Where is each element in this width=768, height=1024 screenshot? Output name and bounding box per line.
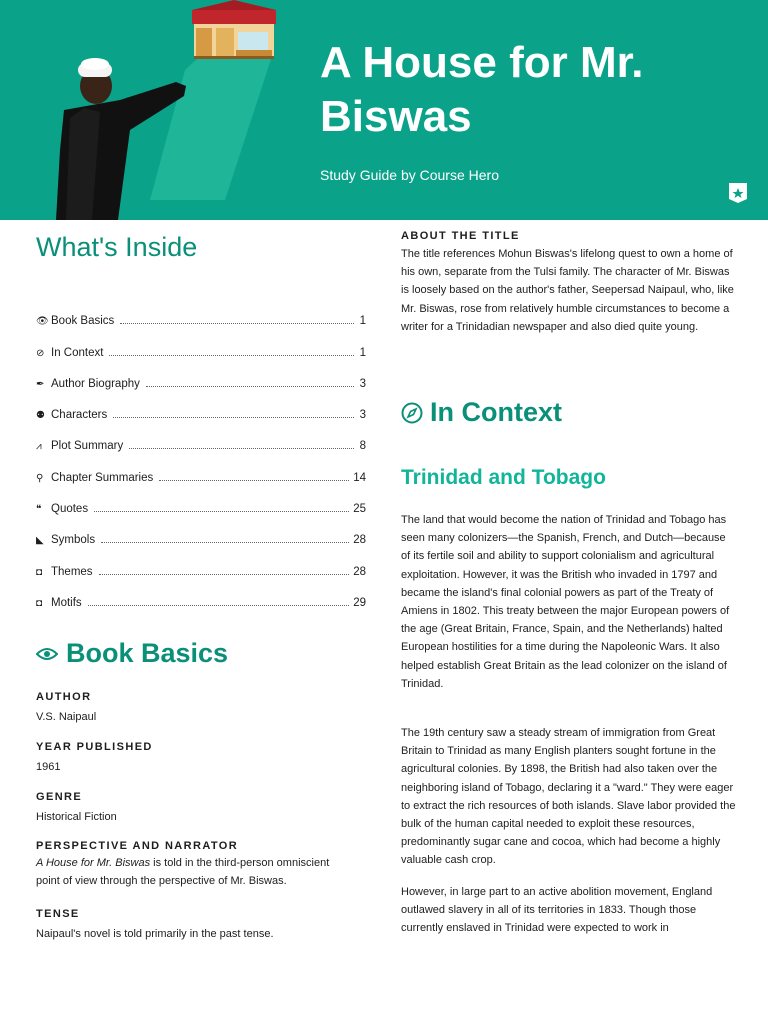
toc-leader-dots (99, 574, 350, 575)
perspective-label: PERSPECTIVE AND NARRATOR (36, 840, 239, 852)
compass-icon: ⊘ (36, 347, 45, 359)
toc-leader-dots (88, 605, 350, 606)
toc-item-page: 14 (353, 471, 366, 484)
toc-item-label: Quotes (51, 503, 89, 516)
toc-leader-dots (120, 323, 354, 324)
toc-item-characters[interactable] (36, 390, 366, 421)
toc-item-page: 28 (353, 565, 366, 578)
toc-item-page: 8 (359, 440, 366, 453)
genre-value: Historical Fiction (36, 811, 117, 823)
toc-item-page: 3 (359, 409, 366, 422)
toc-item-book-basics[interactable] (36, 296, 366, 327)
toc-item-motifs[interactable] (36, 578, 366, 609)
masks-icon: ◘ (36, 566, 43, 578)
toc-item-label: Author Biography (51, 377, 140, 390)
toc-item-themes[interactable] (36, 546, 366, 577)
context-paragraph-2: The 19th century saw a steady stream of immigration from Great Britain to Trinidad as many English planters sought fortune in the agricultural colonies. By 1898, the British had also taken over the neighboring island of Tobago, declaring it a "ward." They were eager to extract the rich resources of both islands. Slave labor provided the bulk of the human capital needed to exploit these resources, predominantly sugar cane and cocoa, which had become a highly valuable cash crop. (401, 727, 736, 867)
toc-item-label: Book Basics (51, 315, 115, 328)
toc-leader-dots (159, 480, 349, 481)
toc-item-label: In Context (51, 346, 104, 359)
toc-item-in-context[interactable] (36, 327, 366, 358)
toc-item-plot-summary[interactable] (36, 421, 366, 452)
context-paragraph-3: However, in large part to an active abolition movement, England outlawed slavery in all of its territories in 1833. Though those currently enslaved in Trinidad were expected to work in (401, 886, 713, 935)
author-label: AUTHOR (36, 691, 92, 703)
pen-nib-icon: ✒ (36, 378, 45, 390)
about-title-text: The title references Mohun Biswas's lifelong quest to own a home of his own, separate from the Tulsi family. The character of Mr. Biswas is loosely based on the author's father, Seepersad Naipaul, who, like Mr. Biswas, rose from relatively humble circumstances to become a writer for a Trinidadian newspaper and also died quite young. (401, 248, 734, 333)
genre-field (36, 791, 356, 826)
toc-item-symbols[interactable] (36, 515, 366, 546)
bird-icon: ◣ (36, 535, 44, 547)
toc-item-label: Chapter Summaries (51, 471, 154, 484)
context-paragraph-1: The land that would become the nation of Trinidad and Tobago has seen many colonizers—the Spanish, French, and Dutch—because of its fertile soil and ability to support colonialism and agricultural exploitation. However, it was the British who invaded in 1797 and became the island's final colonial powers as part of the Treaty of Amiens in 1802. This treaty between the major European powers of the age (Great Britain, France, Spain, and the Netherlands) halted European hostilities for a time during the Napoleonic Wars. It also helped establish Great Britain as the lead colonizer on the island of Trinidad. (401, 514, 730, 690)
toc-item-page: 1 (359, 315, 366, 328)
perspective-book-title: A House for Mr. Biswas (36, 857, 151, 869)
toc-item-page: 25 (353, 503, 366, 516)
light-beam (150, 56, 272, 200)
book-basics-heading-text: Book Basics (66, 638, 229, 668)
magnifier-icon: ⚲ (36, 472, 44, 484)
toc-item-chapter-summaries[interactable] (36, 452, 366, 483)
eye-icon: 👁 (36, 316, 49, 328)
toc-item-page: 28 (353, 534, 366, 547)
toc-item-label: Motifs (51, 596, 82, 609)
tense-value: Naipaul's novel is told primarily in the past tense. (36, 928, 274, 940)
document-subtitle: Study Guide by Course Hero (320, 167, 499, 183)
toc-item-page: 29 (353, 596, 366, 609)
toc-item-label: Plot Summary (51, 440, 124, 453)
course-hero-logo-icon (729, 183, 747, 203)
toc-item-label: Symbols (51, 534, 96, 547)
toc-leader-dots (101, 542, 349, 543)
toc-item-label: Themes (51, 565, 93, 578)
toc-item-label: Characters (51, 409, 108, 422)
toc-leader-dots (113, 417, 354, 418)
tense-field (36, 908, 356, 943)
toc-item-page: 1 (359, 346, 366, 359)
toc-leader-dots (109, 355, 354, 356)
author-field (36, 691, 356, 726)
toc-item-quotes[interactable] (36, 484, 366, 515)
toc-leader-dots (129, 448, 354, 449)
quote-icon: ❝ (36, 504, 42, 516)
eye-icon (36, 647, 58, 661)
year-value: 1961 (36, 761, 61, 773)
in-context-heading-text: In Context (430, 397, 562, 427)
cover-illustration (0, 0, 300, 220)
compass-icon (401, 402, 423, 424)
perspective-text: is told in the third-person omniscient point of view through the perspective of Mr. Biswas. (36, 857, 330, 887)
year-field (36, 741, 356, 776)
toc-item-page: 3 (359, 377, 366, 390)
book-basics-heading (36, 638, 228, 669)
cover-header (0, 0, 768, 220)
tense-label: TENSE (36, 908, 80, 920)
trinidad-tobago-heading: Trinidad and Tobago (401, 466, 606, 489)
house-illustration (192, 0, 276, 59)
table-of-contents (36, 296, 366, 609)
people-icon: ⚉ (36, 410, 45, 422)
perspective-field (36, 840, 356, 890)
toc-heading: What's Inside (36, 232, 198, 262)
perspective-value (36, 854, 356, 890)
in-context-heading (401, 397, 562, 428)
toc-leader-dots (146, 386, 354, 387)
document-title: A House for Mr. Biswas (320, 38, 644, 141)
toc-leader-dots (94, 511, 349, 512)
author-value: V.S. Naipaul (36, 711, 97, 723)
about-title-label: ABOUT THE TITLE (401, 230, 520, 242)
toc-item-author-biography[interactable] (36, 359, 366, 390)
genre-label: GENRE (36, 791, 83, 803)
year-label: YEAR PUBLISHED (36, 741, 153, 753)
chart-icon: ⩘ (36, 441, 42, 453)
masks-icon: ◘ (36, 597, 43, 609)
